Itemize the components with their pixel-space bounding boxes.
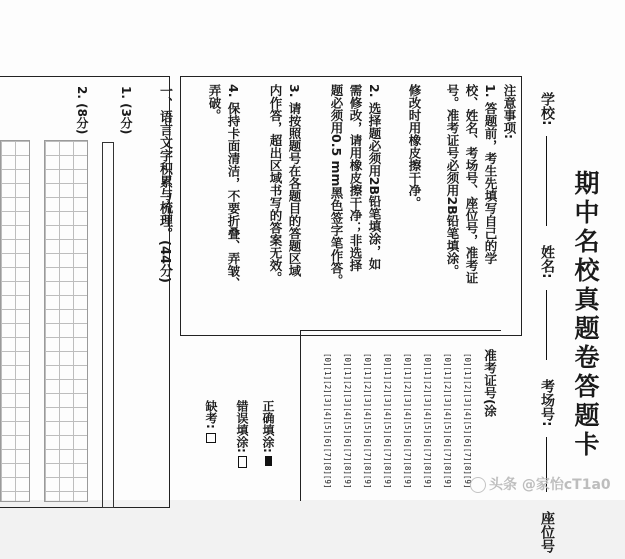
notice-line: 校、姓名、考场号、座位号，准考证 bbox=[464, 84, 479, 284]
school-line[interactable] bbox=[546, 136, 549, 226]
notice-line: 2. 选择题必须用2B铅笔填涂，如 bbox=[367, 84, 382, 271]
name-line[interactable] bbox=[546, 290, 549, 360]
sheet-title: 期中名校真题卷答题卡 bbox=[571, 170, 600, 460]
notice-line: 号。准考证号必须用2B铅笔填涂。 bbox=[445, 84, 460, 278]
notice-heading: 注意事项: bbox=[502, 84, 517, 139]
question-1-label: 1. (3分) bbox=[119, 86, 133, 135]
question-2-label: 2. (8分) bbox=[75, 86, 89, 135]
notice-line: 需修改，请用橡皮擦干净；非选择 bbox=[348, 84, 363, 272]
bubble-column[interactable]: [0][1][2][3][4][5][6][7][8][9] bbox=[363, 353, 372, 489]
bubble-column[interactable]: [0][1][2][3][4][5][6][7][8][9] bbox=[343, 353, 352, 489]
notice-line: 修改时用橡皮擦干净。 bbox=[407, 84, 422, 209]
admission-number-label: 准考证号(涂 bbox=[482, 349, 498, 418]
wrong-mark-icon bbox=[238, 456, 247, 468]
seat-label: 座位号 bbox=[539, 511, 555, 554]
wrong-fill-example: 错误填涂: bbox=[236, 400, 248, 468]
absent-checkbox[interactable] bbox=[206, 433, 216, 443]
notice-line: 3. 请按照题号在各题目的答题区域 bbox=[287, 84, 302, 277]
school-label: 学校: bbox=[539, 92, 555, 126]
bubble-column[interactable]: [0][1][2][3][4][5][6][7][8][9] bbox=[383, 353, 392, 489]
watermark-icon bbox=[470, 477, 486, 493]
correct-fill-example: 正确填涂: bbox=[262, 400, 274, 466]
bubble-column[interactable]: [0][1][2][3][4][5][6][7][8][9] bbox=[403, 353, 412, 489]
writing-grid[interactable] bbox=[0, 140, 30, 502]
notice-line: 题必须用0.5 mm黑色签字笔作答。 bbox=[329, 84, 344, 287]
filled-mark-icon bbox=[265, 456, 272, 466]
name-label: 姓名: bbox=[539, 245, 555, 279]
bubble-column[interactable]: [0][1][2][3][4][5][6][7][8][9] bbox=[443, 353, 452, 489]
notice-line: 4. 保持卡面清洁，不要折叠、弄皱、 bbox=[226, 84, 241, 290]
bubble-column[interactable]: [0][1][2][3][4][5][6][7][8][9] bbox=[323, 353, 332, 489]
notice-line: 弄破。 bbox=[207, 84, 222, 122]
question-1-answer-line[interactable] bbox=[102, 142, 114, 508]
notice-line: 1. 答题前，考生先填写自己的学 bbox=[483, 84, 498, 265]
absent-box: 缺考: bbox=[205, 400, 217, 443]
notice-line: 内作答，超出区域书写的答案无效。 bbox=[268, 84, 283, 284]
bubble-column[interactable]: [0][1][2][3][4][5][6][7][8][9] bbox=[463, 353, 472, 489]
writing-grid[interactable] bbox=[44, 140, 88, 502]
section-heading: 一、语言文字积累与梳理。(44分) bbox=[157, 84, 172, 283]
bubble-grid[interactable] bbox=[309, 345, 481, 501]
exam-room-label: 考场号: bbox=[539, 378, 555, 427]
watermark: 头条 @家怡cT1a0 bbox=[470, 474, 611, 494]
bubble-column[interactable]: [0][1][2][3][4][5][6][7][8][9] bbox=[423, 353, 432, 489]
